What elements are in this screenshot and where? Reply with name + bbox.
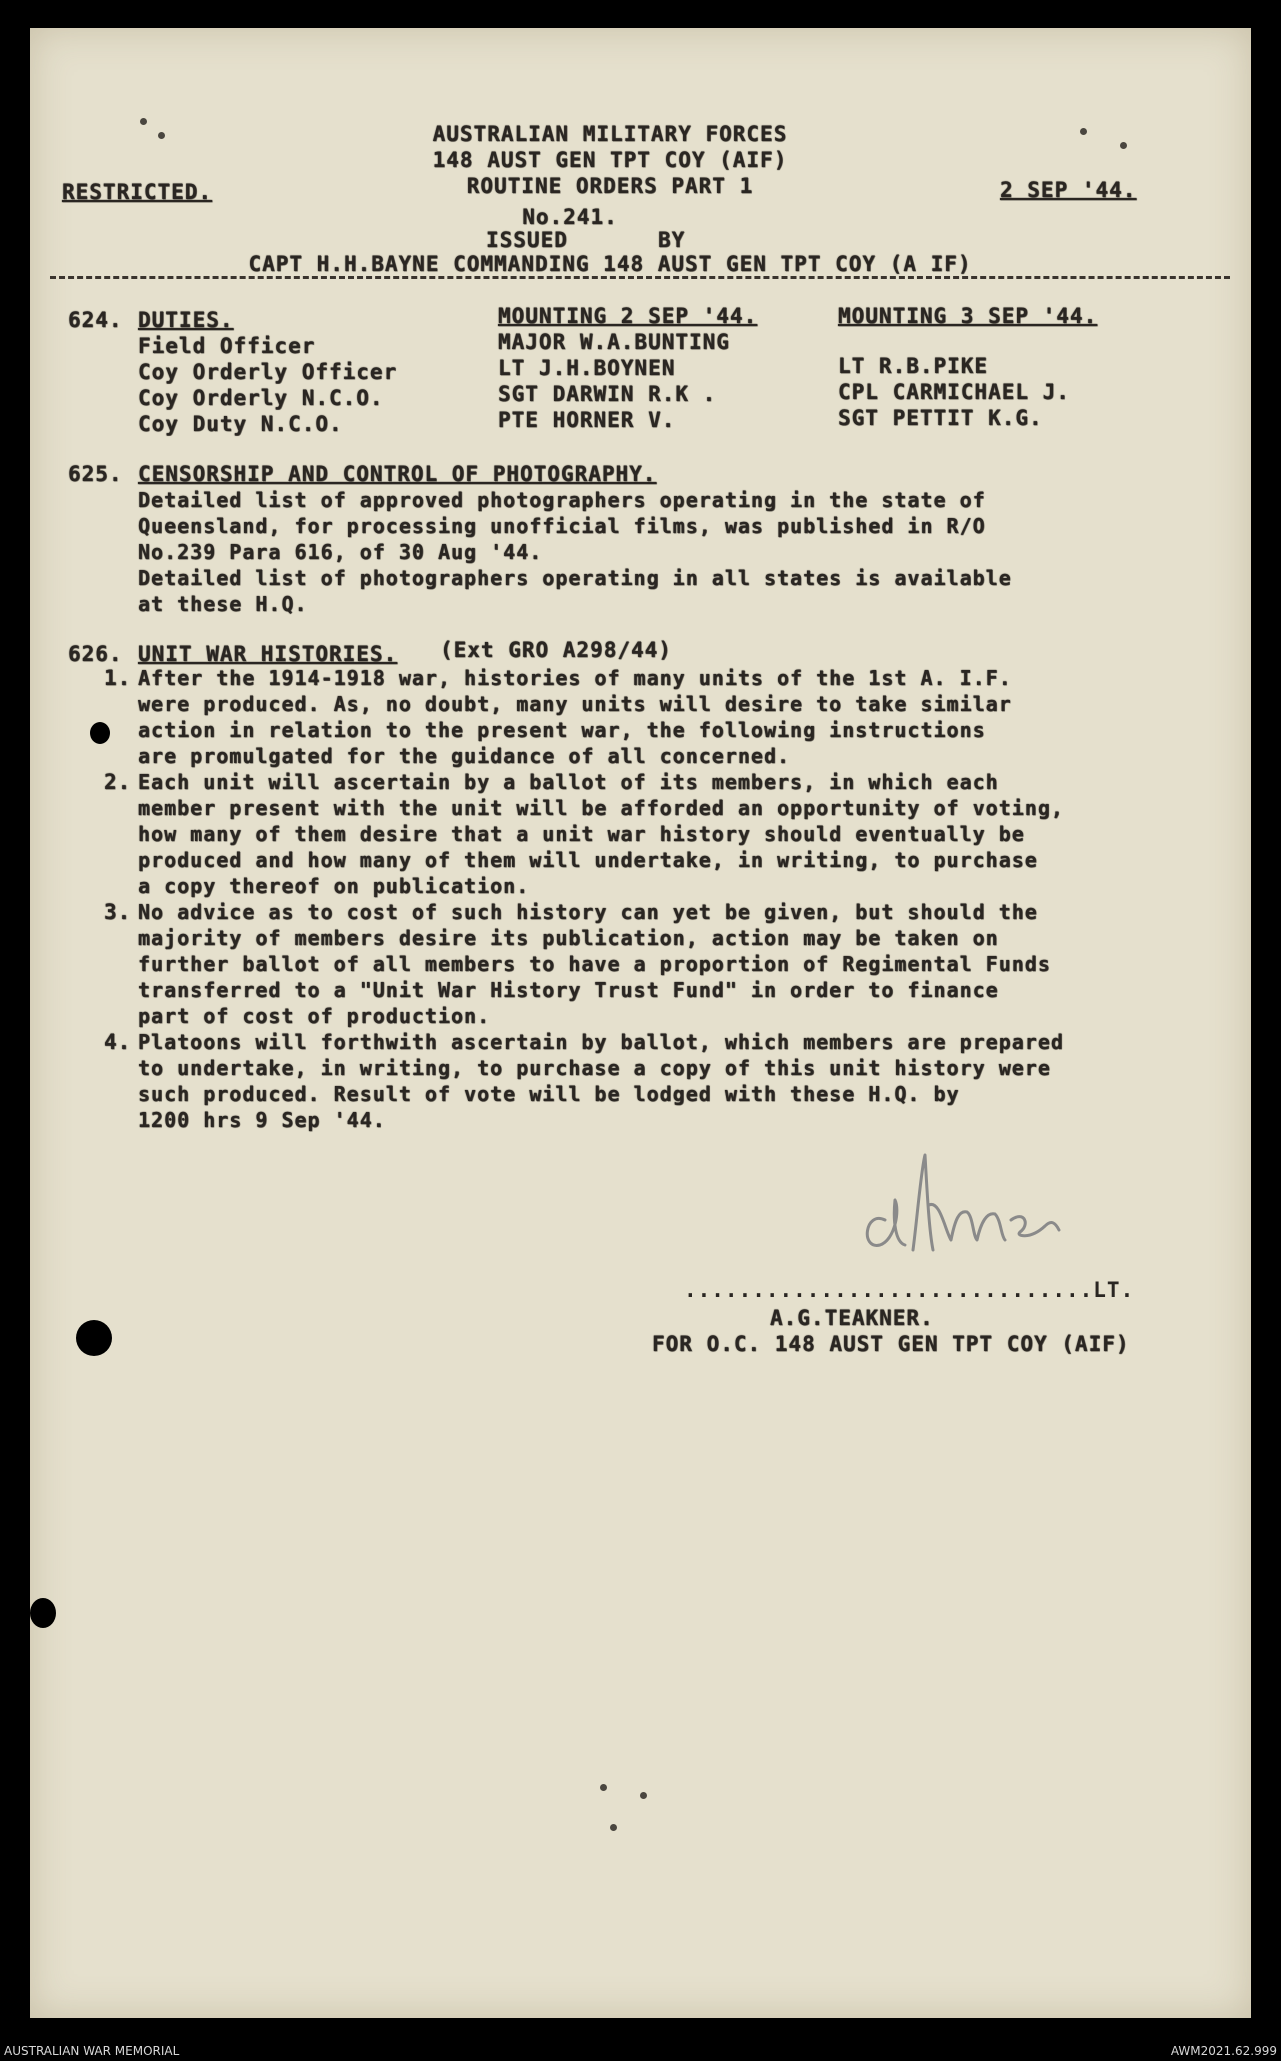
history-reference: (Ext GRO A298/44) [440, 638, 672, 662]
paragraph-line: produced and how many of them will undertake, in writing, to purchase [138, 848, 1038, 872]
issued-label: ISSUED [486, 228, 568, 252]
header-commander: CAPT H.H.BAYNE COMMANDING 148 AUST GEN TPT COY (A IF) [248, 252, 972, 276]
duty-day1: SGT DARWIN R.K . [498, 382, 717, 406]
duty-day2: CPL CARMICHAEL J. [838, 380, 1070, 404]
paragraph-number: 4. [104, 1030, 132, 1054]
punch-mark [640, 1792, 647, 1799]
paragraph-line: to undertake, in writing, to purchase a copy of this unit history were [138, 1056, 1051, 1080]
paragraph-number: 2. [104, 770, 132, 794]
paragraph-line: action in relation to the present war, the following instructions [138, 718, 986, 742]
paragraph-line: member present with the unit will be afforded an opportunity of voting, [138, 796, 1064, 820]
punch-mark [610, 1824, 617, 1831]
duty-day1: MAJOR W.A.BUNTING [498, 330, 730, 354]
signatory-name: A.G.TEAKNER. [770, 1306, 934, 1330]
duty-day1: LT J.H.BOYNEN [498, 356, 676, 380]
footer-accession-number: AWM2021.62.999 [1170, 2044, 1277, 2058]
duties-number: 624. [68, 308, 123, 332]
footer-institution: AUSTRALIAN WAR MEMORIAL [4, 2044, 180, 2058]
photography-line: No.239 Para 616, of 30 Aug '44. [138, 540, 543, 564]
duty-role: Coy Orderly N.C.O. [138, 386, 384, 410]
photography-line: Detailed list of approved photographers operating in the state of [138, 488, 986, 512]
duty-day2: SGT PETTIT K.G. [838, 406, 1043, 430]
header-rule [50, 276, 1230, 279]
binder-hole [30, 1598, 56, 1628]
duty-day1: PTE HORNER V. [498, 408, 676, 432]
binder-hole [90, 722, 110, 744]
history-title: UNIT WAR HISTORIES. [138, 642, 398, 666]
duty-role: Coy Duty N.C.O. [138, 412, 343, 436]
paragraph-line: Each unit will ascertain by a ballot of its members, in which each [138, 770, 999, 794]
punch-mark [600, 1784, 607, 1791]
order-number: No.241. [522, 205, 618, 229]
photography-line: at these H.Q. [138, 592, 308, 616]
punch-mark [1080, 128, 1087, 135]
restricted-label: RESTRICTED. [62, 180, 213, 204]
paragraph-line: further ballot of all members to have a proportion of Regimental Funds [138, 952, 1051, 976]
duty-role: Coy Orderly Officer [138, 360, 398, 384]
paragraph-line: transferred to a "Unit War History Trust Fund" in order to finance [138, 978, 999, 1002]
photography-number: 625. [68, 462, 123, 486]
order-date: 2 SEP '44. [1000, 178, 1137, 202]
punch-mark [1120, 142, 1127, 149]
header-line-2: 148 AUST GEN TPT COY (AIF) [432, 148, 788, 172]
photography-line: Detailed list of photographers operating in all states is available [138, 566, 1012, 590]
paragraph-line: such produced. Result of vote will be lodged with these H.Q. by [138, 1082, 960, 1106]
duties-day1-header: MOUNTING 2 SEP '44. [498, 304, 758, 328]
paragraph-line: a copy thereof on publication. [138, 874, 530, 898]
paragraph-line: are promulgated for the guidance of all concerned. [138, 744, 791, 768]
duty-role: Field Officer [138, 334, 316, 358]
paragraph-line: majority of members desire its publication, action may be taken on [138, 926, 999, 950]
duties-title: DUTIES. [138, 308, 234, 332]
history-number: 626. [68, 642, 123, 666]
punch-mark [158, 132, 165, 139]
paragraph-line: part of cost of production. [138, 1004, 491, 1028]
paragraph-line: were produced. As, no doubt, many units will desire to take similar [138, 692, 1012, 716]
punch-mark [140, 118, 147, 125]
binder-hole [76, 1320, 112, 1356]
paragraph-line: 1200 hrs 9 Sep '44. [138, 1108, 386, 1132]
duty-day2: LT R.B.PIKE [838, 354, 989, 378]
signatory-for-line: FOR O.C. 148 AUST GEN TPT COY (AIF) [652, 1332, 1130, 1356]
paragraph-line: how many of them desire that a unit war history should eventually be [138, 822, 1025, 846]
paragraph-line: Platoons will forthwith ascertain by ballot, which members are prepared [138, 1030, 1064, 1054]
paragraph-line: No advice as to cost of such history can yet be given, but should the [138, 900, 1038, 924]
photography-line: Queensland, for processing unofficial films, was published in R/O [138, 514, 986, 538]
paragraph-number: 3. [104, 900, 132, 924]
header-line-3: ROUTINE ORDERS PART 1 [466, 174, 754, 198]
signature-line: ..............................LT. [684, 1278, 1135, 1302]
by-label: BY [658, 228, 686, 252]
duties-day2-header: MOUNTING 3 SEP '44. [838, 304, 1098, 328]
paragraph-line: After the 1914-1918 war, histories of many units of the 1st A. I.F. [138, 666, 1012, 690]
photography-title: CENSORSHIP AND CONTROL OF PHOTOGRAPHY. [138, 462, 657, 486]
handwritten-signature [855, 1150, 1115, 1270]
paragraph-number: 1. [104, 666, 132, 690]
header-line-1: AUSTRALIAN MILITARY FORCES [432, 122, 788, 146]
